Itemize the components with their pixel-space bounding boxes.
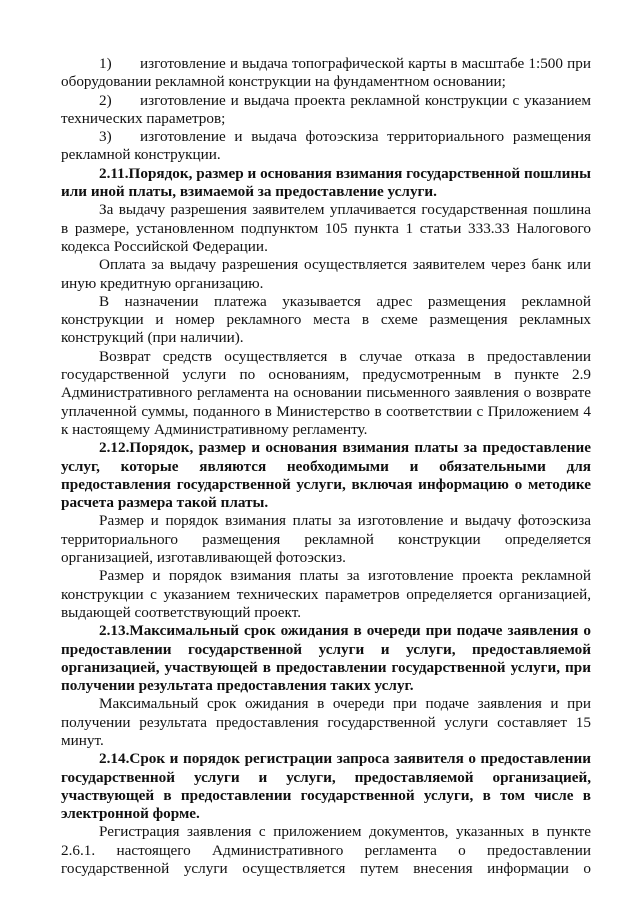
list-item-text: изготовление и выдача фотоэскиза территориального размещения рекламной конструкции. xyxy=(61,128,591,164)
paragraph: Размер и порядок взимания платы за изготовление и выдачу фотоэскиза территориального размещения рекламной конструкции определяется организацией, изготавливающей фотоэскиз. xyxy=(61,512,591,567)
section-2-14-heading: 2.14.Срок и порядок регистрации запроса заявителя о предоставлении государственной услуги и услуги, предоставляемой организацией, участвующей в предоставлении государственной услуги, в том числе в электронной форме. xyxy=(61,750,591,823)
paragraph: Размер и порядок взимания платы за изготовление проекта рекламной конструкции с указанием технических параметров определяется организацией, выдающей соответствующий проект. xyxy=(61,567,591,621)
list-item xyxy=(61,55,591,92)
list-item xyxy=(61,92,591,129)
list-item-number: 3) xyxy=(99,128,112,146)
list-item-number: 1) xyxy=(99,55,112,72)
list-item-text: изготовление и выдача топографической карты в масштабе 1:500 при оборудовании рекламной конструкции на фундаментном основании; xyxy=(61,55,591,91)
paragraph: За выдачу разрешения заявителем уплачивается государственная пошлина в размере, установленном подпунктом 105 пункта 1 статьи 333.33 Налогового кодекса Российской Федерации. xyxy=(61,201,591,255)
document-page xyxy=(61,55,591,878)
list-item-text: изготовление и выдача проекта рекламной конструкции с указанием технических параметров; xyxy=(61,91,591,127)
paragraph: Возврат средств осуществляется в случае отказа в предоставлении государственной услуги по основаниям, предусмотренным в пункте 2.9 Административного регламента на основании письменного заявления о возврате уплаченной суммы, поданного в Министерство в соответствии с Приложением 4 к настоящему Административному регламенту. xyxy=(61,347,591,438)
section-2-11-heading: 2.11.Порядок, размер и основания взимания государственной пошлины или иной платы, взимаемой за предоставление услуги. xyxy=(61,164,591,201)
paragraph: Оплата за выдачу разрешения осуществляется заявителем через банк или иную кредитную организацию. xyxy=(61,256,591,292)
section-2-13-heading: 2.13.Максимальный срок ожидания в очереди при подаче заявления о предоставлении государственной услуги и услуги, предоставляемой организацией, участвующей в предоставлении государственной услуги, при получении результата предоставления таких услуг. xyxy=(61,622,591,695)
paragraph: Регистрация заявления с приложением документов, указанных в пункте 2.6.1. настоящего Административного регламента о предоставлении государственной услуги осуществляется путем внесения информации о xyxy=(61,823,591,878)
section-2-12-heading: 2.12.Порядок, размер и основания взимания платы за предоставление услуг, которые являются необходимыми и обязательными для предоставления государственной услуги, включая информацию о методике расчета размера такой платы. xyxy=(61,439,591,512)
paragraph: Максимальный срок ожидания в очереди при подаче заявления и при получении результата предоставления государственной услуги составляет 15 минут. xyxy=(61,695,591,749)
list-item xyxy=(61,128,591,165)
list-item-number: 2) xyxy=(99,91,112,109)
paragraph: В назначении платежа указывается адрес размещения рекламной конструкции и номер рекламного места в схеме размещения рекламных конструкций (при наличии). xyxy=(61,292,591,347)
